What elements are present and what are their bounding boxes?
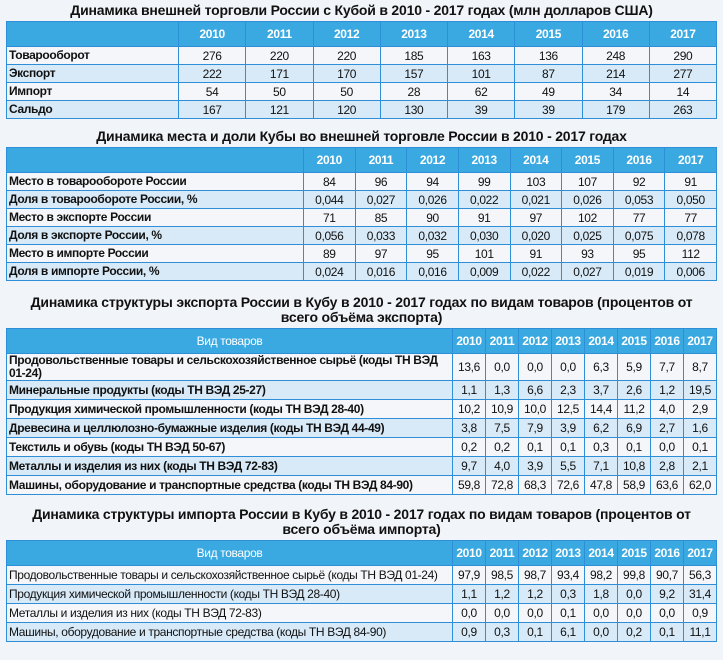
cell-value: 276 [179,47,246,65]
cell-value: 0,024 [304,263,356,281]
cell-value: 0,9 [453,623,486,642]
cell-value: 91 [665,173,717,191]
cell-value: 99,8 [618,566,651,585]
table-row [7,209,717,227]
table-row [7,604,717,623]
column-header-year: 2010 [179,22,246,47]
cell-value: 93 [562,245,614,263]
cell-value: 0,030 [458,227,510,245]
table-row [7,585,717,604]
column-header-year: 2013 [552,329,585,354]
cell-value: 95 [407,245,459,263]
cell-value: 59,8 [453,476,486,495]
cell-value: 0,2 [453,438,486,457]
cell-value: 2,1 [684,457,717,476]
cell-value: 2,6 [618,381,651,400]
cell-value: 136 [515,47,582,65]
cell-value: 0,0 [519,354,552,381]
trade-dynamics-section [6,3,717,119]
cell-value: 28 [380,83,447,101]
cell-value: 96 [355,173,407,191]
cell-value: 77 [613,209,665,227]
table-row [7,245,717,263]
row-label: Доля в товарообороте России, % [7,191,304,209]
table-row [7,83,717,101]
cell-value: 10,2 [453,400,486,419]
cell-value: 0,1 [684,438,717,457]
cell-value: 130 [380,101,447,119]
header-row [7,148,717,173]
cell-value: 0,0 [618,585,651,604]
header-row [7,22,717,47]
cell-value: 11,2 [618,400,651,419]
column-header-year: 2015 [618,329,651,354]
cell-value: 72,6 [552,476,585,495]
cell-value: 12,5 [552,400,585,419]
column-header-year: 2014 [510,148,562,173]
export-structure-section [6,295,717,495]
row-label: Место в товарообороте России [7,173,304,191]
column-header-year: 2016 [582,22,649,47]
row-label: Импорт [7,83,179,101]
cell-value: 0,020 [510,227,562,245]
cell-value: 9,2 [651,585,684,604]
cell-value: 0,009 [458,263,510,281]
cell-value: 6,9 [618,419,651,438]
cell-value: 185 [380,47,447,65]
column-header-year: 2014 [585,541,618,566]
row-label: Древесина и целлюлозно-бумажные изделия (коды ТН ВЭД 44-49) [7,419,453,438]
column-header-year: 2010 [453,541,486,566]
row-label: Металлы и изделия из них (коды ТН ВЭД 72-83) [7,604,453,623]
column-header-label: Вид товаров [7,541,453,566]
cell-value: 2,9 [684,400,717,419]
cell-value: 31,4 [684,585,717,604]
cell-value: 214 [582,65,649,83]
cell-value: 71 [304,209,356,227]
cell-value: 220 [246,47,313,65]
cell-value: 90 [407,209,459,227]
cell-value: 54 [179,83,246,101]
cell-value: 0,033 [355,227,407,245]
column-header-year: 2014 [585,329,618,354]
column-header-year: 2011 [486,329,519,354]
cell-value: 263 [649,101,716,119]
cell-value: 0,0 [486,354,519,381]
cell-value: 34 [582,83,649,101]
cell-value: 1,2 [486,585,519,604]
cell-value: 0,027 [355,191,407,209]
table-row [7,354,717,381]
column-header-label [7,22,179,47]
cell-value: 170 [313,65,380,83]
cell-value: 62,0 [684,476,717,495]
cell-value: 84 [304,173,356,191]
cell-value: 0,019 [613,263,665,281]
cell-value: 95 [613,245,665,263]
cell-value: 1,2 [651,381,684,400]
cell-value: 3,8 [453,419,486,438]
column-header-year: 2017 [649,22,716,47]
row-label: Продукция химической промышленности (коды ТН ВЭД 28-40) [7,400,453,419]
cell-value: 6,3 [585,354,618,381]
cell-value: 98,2 [585,566,618,585]
column-header-label: Вид товаров [7,329,453,354]
cell-value: 0,0 [552,354,585,381]
cell-value: 0,044 [304,191,356,209]
cell-value: 10,0 [519,400,552,419]
cell-value: 93,4 [552,566,585,585]
column-header-year: 2013 [552,541,585,566]
cell-value: 1,8 [585,585,618,604]
cell-value: 157 [380,65,447,83]
cell-value: 4,0 [486,457,519,476]
cell-value: 85 [355,209,407,227]
cell-value: 2,7 [651,419,684,438]
cell-value: 0,053 [613,191,665,209]
import-structure-table [6,540,717,642]
cell-value: 0,056 [304,227,356,245]
cell-value: 0,016 [407,263,459,281]
cell-value: 0,0 [453,604,486,623]
cell-value: 0,3 [552,585,585,604]
cell-value: 8,7 [684,354,717,381]
column-header-year: 2013 [458,148,510,173]
cell-value: 6,6 [519,381,552,400]
column-header-year: 2011 [246,22,313,47]
cell-value: 0,3 [486,623,519,642]
cell-value: 101 [458,245,510,263]
cell-value: 0,2 [618,623,651,642]
table-row [7,419,717,438]
table-row [7,476,717,495]
place-share-table [6,147,717,281]
section-title: Динамика структуры импорта России в Кубу в 2010 - 2017 годах по видам товаров (процентов от всего объёма импорта) [32,506,691,537]
column-header-year: 2011 [486,541,519,566]
cell-value: 92 [613,173,665,191]
row-label: Машины, оборудование и транспортные средства (коды ТН ВЭД 84-90) [7,623,453,642]
cell-value: 0,022 [458,191,510,209]
cell-value: 7,9 [519,419,552,438]
cell-value: 1,2 [519,585,552,604]
cell-value: 0,1 [519,623,552,642]
cell-value: 3,7 [585,381,618,400]
cell-value: 167 [179,101,246,119]
cell-value: 89 [304,245,356,263]
row-label: Доля в экспорте России, % [7,227,304,245]
cell-value: 58,9 [618,476,651,495]
cell-value: 0,006 [665,263,717,281]
column-header-year: 2016 [651,541,684,566]
row-label: Место в экспорте России [7,209,304,227]
cell-value: 112 [665,245,717,263]
cell-value: 0,032 [407,227,459,245]
cell-value: 97 [510,209,562,227]
cell-value: 14,4 [585,400,618,419]
cell-value: 0,0 [486,604,519,623]
table-row [7,101,717,119]
cell-value: 7,5 [486,419,519,438]
column-header-year: 2016 [651,329,684,354]
cell-value: 171 [246,65,313,83]
cell-value: 103 [510,173,562,191]
cell-value: 3,9 [552,419,585,438]
cell-value: 39 [515,101,582,119]
table-row [7,623,717,642]
cell-value: 0,078 [665,227,717,245]
cell-value: 77 [665,209,717,227]
section-title: Динамика структуры экспорта России в Кубу в 2010 - 2017 годах по видам товаров (процентов от всего объёма экспорта) [30,294,693,325]
cell-value: 90,7 [651,566,684,585]
cell-value: 0,1 [552,438,585,457]
cell-value: 0,027 [562,263,614,281]
table-row [7,191,717,209]
cell-value: 97 [355,245,407,263]
cell-value: 99 [458,173,510,191]
row-label: Сальдо [7,101,179,119]
cell-value: 220 [313,47,380,65]
section-title: Динамика внешней торговли России с Кубой в 2010 - 2017 годах (млн долларов США) [70,2,653,18]
cell-value: 5,9 [618,354,651,381]
column-header-label [7,148,304,173]
row-label: Товарооборот [7,47,179,65]
cell-value: 0,0 [618,604,651,623]
cell-value: 0,1 [552,604,585,623]
cell-value: 0,016 [355,263,407,281]
row-label: Текстиль и обувь (коды ТН ВЭД 50-67) [7,438,453,457]
header-row [7,541,717,566]
cell-value: 11,1 [684,623,717,642]
cell-value: 98,7 [519,566,552,585]
cell-value: 0,0 [651,438,684,457]
column-header-year: 2015 [562,148,614,173]
cell-value: 87 [515,65,582,83]
row-label: Доля в импорте России, % [7,263,304,281]
cell-value: 107 [562,173,614,191]
column-header-year: 2017 [665,148,717,173]
cell-value: 248 [582,47,649,65]
column-header-year: 2015 [515,22,582,47]
cell-value: 0,0 [585,623,618,642]
row-label: Машины, оборудование и транспортные средства (коды ТН ВЭД 84-90) [7,476,453,495]
column-header-year: 2016 [613,148,665,173]
cell-value: 1,1 [453,381,486,400]
table-row [7,457,717,476]
column-header-year: 2017 [684,541,717,566]
row-label: Металлы и изделия из них (коды ТН ВЭД 72-83) [7,457,453,476]
cell-value: 102 [562,209,614,227]
table-row [7,65,717,83]
cell-value: 1,1 [453,585,486,604]
cell-value: 63,6 [651,476,684,495]
table-row [7,47,717,65]
cell-value: 72,8 [486,476,519,495]
table-row [7,263,717,281]
import-structure-section [6,507,717,642]
cell-value: 49 [515,83,582,101]
cell-value: 94 [407,173,459,191]
table-row [7,566,717,585]
trade-dynamics-table [6,21,717,119]
column-header-year: 2011 [355,148,407,173]
cell-value: 9,7 [453,457,486,476]
row-label: Экспорт [7,65,179,83]
row-label: Продукция химической промышленности (коды ТН ВЭД 28-40) [7,585,453,604]
cell-value: 101 [448,65,515,83]
cell-value: 3,9 [519,457,552,476]
cell-value: 0,022 [510,263,562,281]
cell-value: 0,021 [510,191,562,209]
cell-value: 222 [179,65,246,83]
cell-value: 50 [246,83,313,101]
cell-value: 5,5 [552,457,585,476]
header-row [7,329,717,354]
cell-value: 98,5 [486,566,519,585]
column-header-year: 2010 [453,329,486,354]
column-header-year: 2015 [618,541,651,566]
cell-value: 62 [448,83,515,101]
cell-value: 91 [458,209,510,227]
cell-value: 47,8 [585,476,618,495]
cell-value: 1,6 [684,419,717,438]
cell-value: 14 [649,83,716,101]
cell-value: 91 [510,245,562,263]
table-row [7,173,717,191]
row-label: Минеральные продукты (коды ТН ВЭД 25-27) [7,381,453,400]
cell-value: 1,3 [486,381,519,400]
cell-value: 50 [313,83,380,101]
cell-value: 0,9 [684,604,717,623]
cell-value: 0,075 [613,227,665,245]
cell-value: 0,050 [665,191,717,209]
cell-value: 68,3 [519,476,552,495]
cell-value: 7,7 [651,354,684,381]
column-header-year: 2014 [448,22,515,47]
cell-value: 39 [448,101,515,119]
column-header-year: 2010 [304,148,356,173]
cell-value: 10,9 [486,400,519,419]
table-row [7,227,717,245]
row-label: Место в импорте России [7,245,304,263]
cell-value: 163 [448,47,515,65]
cell-value: 7,1 [585,457,618,476]
cell-value: 0,1 [519,438,552,457]
table-row [7,400,717,419]
place-share-section [6,129,717,281]
cell-value: 4,0 [651,400,684,419]
export-structure-table [6,328,717,495]
cell-value: 97,9 [453,566,486,585]
cell-value: 120 [313,101,380,119]
cell-value: 13,6 [453,354,486,381]
cell-value: 0,0 [519,604,552,623]
cell-value: 6,1 [552,623,585,642]
table-row [7,438,717,457]
cell-value: 0,1 [618,438,651,457]
row-label: Продовольственные товары и сельскохозяйственное сырьё (коды ТН ВЭД 01-24) [7,566,453,585]
cell-value: 290 [649,47,716,65]
column-header-year: 2012 [519,329,552,354]
column-header-year: 2012 [313,22,380,47]
column-header-year: 2017 [684,329,717,354]
column-header-year: 2013 [380,22,447,47]
cell-value: 6,2 [585,419,618,438]
cell-value: 0,0 [651,604,684,623]
table-row [7,381,717,400]
cell-value: 179 [582,101,649,119]
cell-value: 56,3 [684,566,717,585]
cell-value: 0,025 [562,227,614,245]
cell-value: 0,0 [585,604,618,623]
cell-value: 0,3 [585,438,618,457]
cell-value: 0,026 [407,191,459,209]
cell-value: 2,3 [552,381,585,400]
cell-value: 19,5 [684,381,717,400]
cell-value: 121 [246,101,313,119]
cell-value: 10,8 [618,457,651,476]
column-header-year: 2012 [407,148,459,173]
column-header-year: 2012 [519,541,552,566]
section-title: Динамика места и доли Кубы во внешней торговле России в 2010 - 2017 годах [96,128,627,144]
cell-value: 2,8 [651,457,684,476]
cell-value: 0,1 [651,623,684,642]
cell-value: 0,2 [486,438,519,457]
cell-value: 277 [649,65,716,83]
row-label: Продовольственные товары и сельскохозяйственное сырьё (коды ТН ВЭД 01-24) [7,354,453,381]
cell-value: 0,026 [562,191,614,209]
